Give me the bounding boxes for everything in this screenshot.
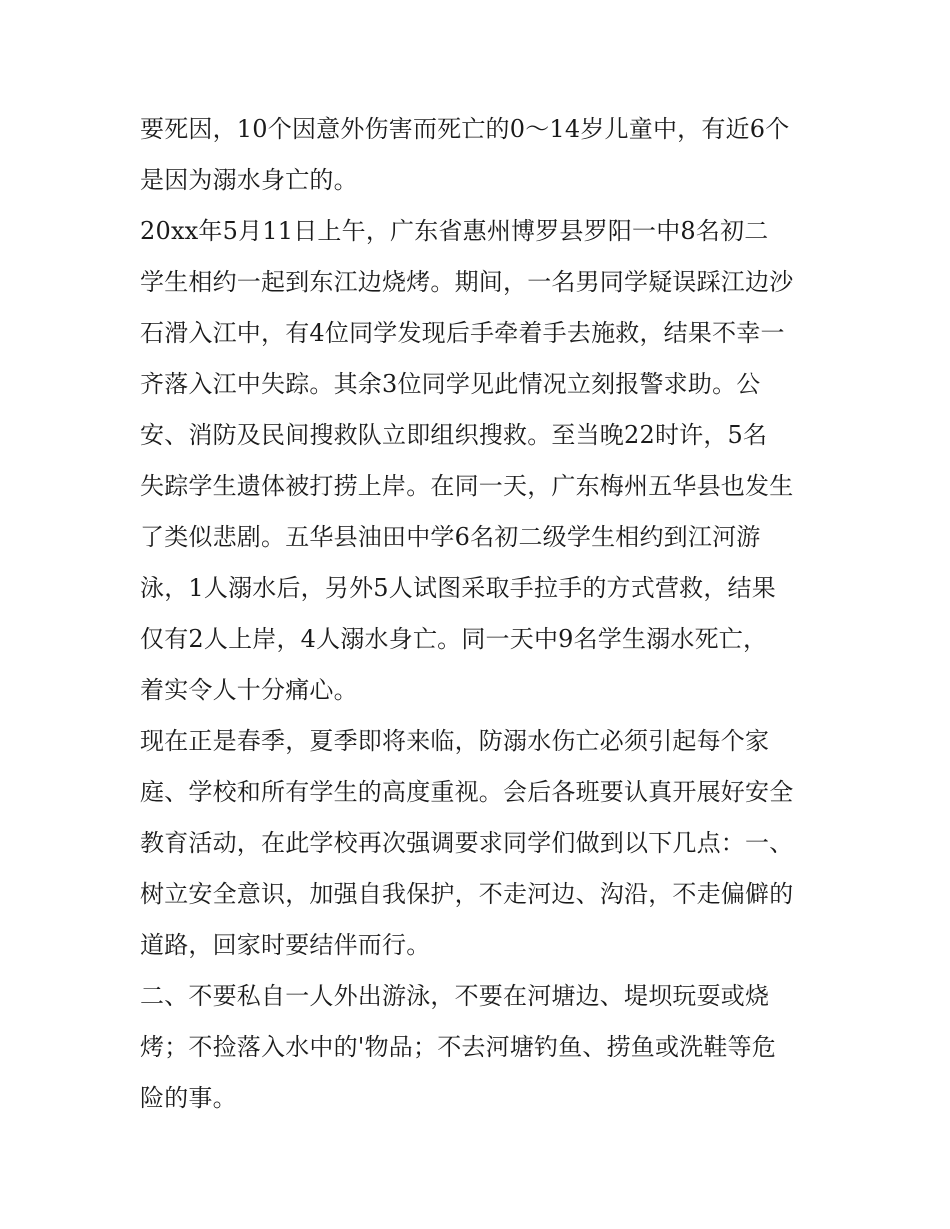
text-line: 是因为溺水身亡的。: [140, 166, 358, 194]
text-line: 二、不要私自一人外出游泳，不要在河塘边、堤坝玩耍或烧: [140, 982, 770, 1010]
text-line: 庭、学校和所有学生的高度重视。会后各班要认真开展好安全: [140, 778, 794, 806]
text-line: 现在正是春季，夏季即将来临，防溺水伤亡必须引起每个家: [140, 727, 770, 755]
text-line: 了类似悲剧。五华县油田中学6名初二级学生相约到江河游: [140, 523, 761, 551]
text-line: 失踪学生遗体被打捞上岸。在同一天，广东梅州五华县也发生: [140, 472, 794, 500]
text-line: 泳，1人溺水后，另外5人试图采取手拉手的方式营救，结果: [140, 574, 776, 602]
text-line: 道路，回家时要结伴而行。: [140, 931, 431, 959]
text-line: 险的事。: [140, 1084, 237, 1112]
text-line: 仅有2人上岸，4人溺水身亡。同一天中9名学生溺水死亡，: [140, 625, 768, 653]
text-line: 20xx年5月11日上午，广东省惠州博罗县罗阳一中8名初二: [140, 217, 769, 245]
text-line: 烤；不捡落入水中的'物品；不去河塘钓鱼、捞鱼或洗鞋等危: [140, 1033, 776, 1061]
text-line: 安、消防及民间搜救队立即组织搜救。至当晚22时许，5名: [140, 421, 768, 449]
text-line: 树立安全意识，加强自我保护，不走河边、沟沿，不走偏僻的: [140, 880, 794, 908]
text-line: 着实令人十分痛心。: [140, 676, 358, 704]
text-line: 要死因，10个因意外伤害而死亡的0～14岁儿童中，有近6个: [140, 115, 790, 143]
text-line: 教育活动，在此学校再次强调要求同学们做到以下几点：一、: [140, 829, 794, 857]
text-line: 学生相约一起到东江边烧烤。期间，一名男同学疑误踩江边沙: [140, 268, 794, 296]
text-line: 石滑入江中，有4位同学发现后手牵着手去施救，结果不幸一: [140, 319, 785, 347]
text-line: 齐落入江中失踪。其余3位同学见此情况立刻报警求助。公: [140, 370, 761, 398]
